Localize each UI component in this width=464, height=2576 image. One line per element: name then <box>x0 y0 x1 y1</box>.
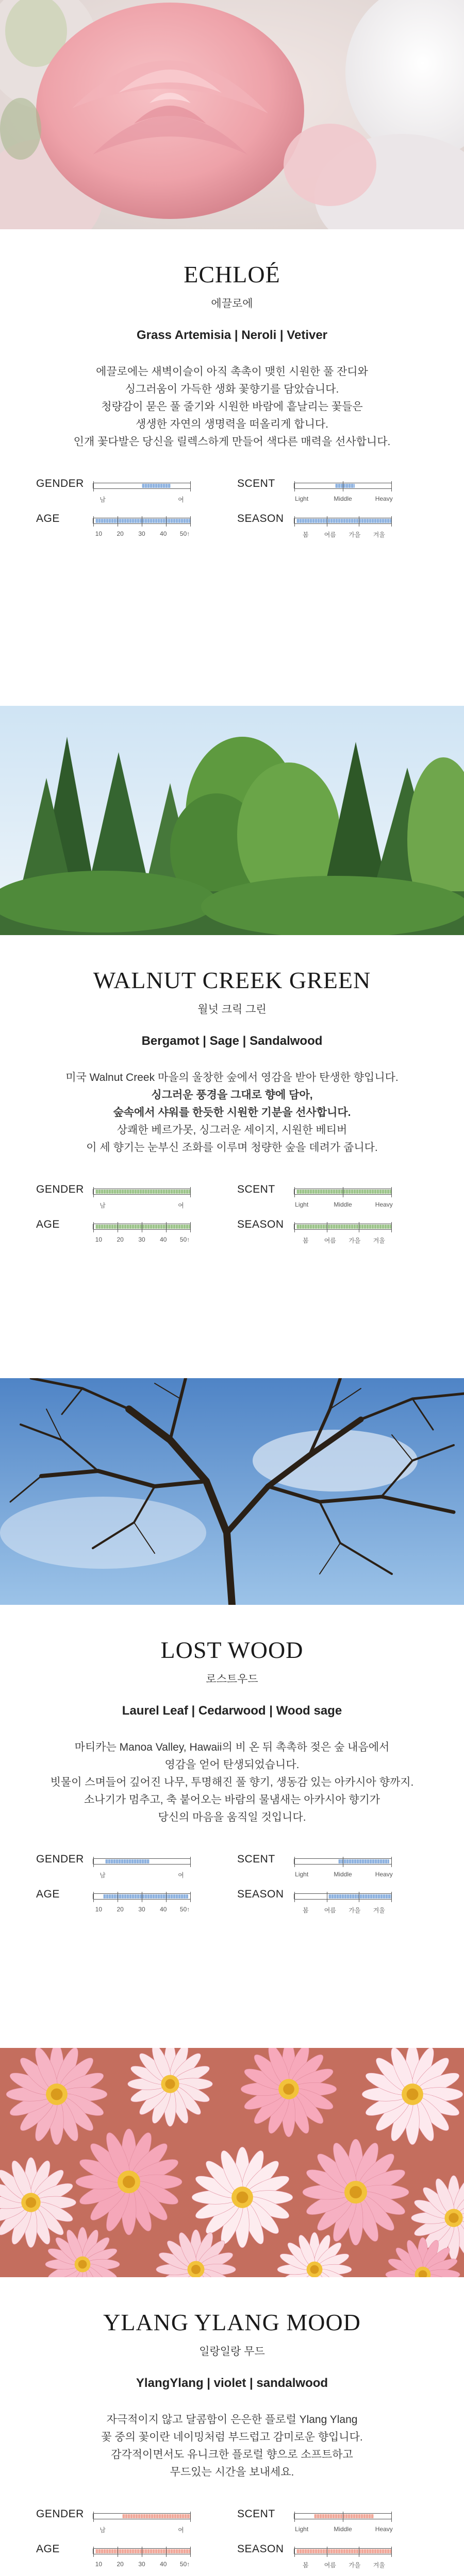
flowers-image <box>0 2048 464 2277</box>
age-fill <box>95 2549 190 2553</box>
product-title: WALNUT CREEK GREEN <box>93 967 371 993</box>
roses-image <box>0 0 464 229</box>
scent-meters <box>0 1853 464 1930</box>
age-tick-label: 10 <box>95 530 103 537</box>
age-tick-label: 50↑ <box>179 2561 190 2568</box>
age-tick-label: 40 <box>160 530 167 537</box>
age-tick-mark <box>93 516 94 527</box>
description-line: 감각적이면서도 유니크한 플로럴 향으로 소프트하고 <box>111 2449 353 2461</box>
gender-label: GENDER <box>36 478 84 489</box>
age-tick-label: 30 <box>138 1906 145 1913</box>
product-walnut-creek-green <box>0 706 464 1378</box>
product-korean-name: 로스트우드 <box>206 1673 258 1685</box>
age-label: AGE <box>36 2543 60 2555</box>
age-tick-label: 10 <box>95 2561 103 2568</box>
age-tick-label: 30 <box>138 2561 145 2568</box>
age-track <box>93 1224 191 1230</box>
scent-tick-label: Middle <box>334 2526 352 2533</box>
scent-tick-label: Heavy <box>375 2526 393 2533</box>
season-tick-mark <box>294 1892 295 1902</box>
gender-tick-mark <box>93 2512 94 2522</box>
season-tick-label: 봄 <box>303 1907 309 1914</box>
scent-tick-mark <box>391 1187 392 1197</box>
description-line: 자극적이지 않고 달콤함이 은은한 플로럴 Ylang Ylang <box>106 2414 358 2426</box>
product-korean-name: 에끌로에 <box>211 298 253 310</box>
gender-label: GENDER <box>36 1183 84 1195</box>
age-tick-mark <box>166 1892 167 1902</box>
season-label: SEASON <box>237 1888 284 1900</box>
scent-tick-label: Light <box>295 495 309 502</box>
gender-meter <box>36 478 196 509</box>
scent-meters <box>0 478 464 555</box>
scent-meters <box>0 2508 464 2576</box>
product-info <box>0 935 464 1378</box>
description-line: 미국 Walnut Creek 마을의 울창한 숲에서 영감을 받아 탄생한 향입니다. <box>65 1072 399 1083</box>
product-description <box>0 2411 464 2481</box>
age-tick-label: 50↑ <box>179 1906 190 1913</box>
description-line: 마티카는 Manoa Valley, Hawaii의 비 온 뒤 촉촉하 젖은 숲 내음에서 <box>74 1741 390 1753</box>
product-echloe <box>0 0 464 706</box>
age-tick-mark <box>93 1222 94 1232</box>
season-meter <box>237 2543 397 2574</box>
product-ylang-ylang-mood <box>0 2048 464 2576</box>
age-tick-mark <box>190 1892 191 1902</box>
age-tick-label: 40 <box>160 1906 167 1913</box>
product-photo-forest <box>0 706 464 935</box>
scent-fill <box>296 1190 391 1194</box>
product-description <box>0 1739 464 1826</box>
gender-fill <box>105 1859 150 1863</box>
product-notes: YlangYlang | violet | sandalwood <box>136 2376 328 2390</box>
season-fill <box>296 2549 391 2553</box>
season-tick-label: 겨울 <box>373 2562 385 2569</box>
age-tick-label: 20 <box>117 530 124 537</box>
product-photo-roses <box>0 0 464 229</box>
scent-tick-label: Middle <box>334 495 352 502</box>
scent-label: SCENT <box>237 2508 275 2520</box>
age-tick-mark <box>166 2547 167 2557</box>
season-tick-label: 겨울 <box>373 531 385 538</box>
age-track <box>93 1893 191 1900</box>
age-tick-label: 30 <box>138 530 145 537</box>
season-tick-label: 봄 <box>303 531 309 538</box>
product-title: LOST WOOD <box>160 1637 304 1663</box>
scent-tick-label: Middle <box>334 1871 352 1878</box>
age-tick-label: 40 <box>160 2561 167 2568</box>
product-lost-wood <box>0 1378 464 2048</box>
season-meter <box>237 1218 397 1249</box>
scent-meter <box>237 1183 397 1214</box>
age-tick-label: 10 <box>95 1236 103 1243</box>
age-meter <box>36 1218 196 1249</box>
age-track <box>93 2548 191 2554</box>
season-meter <box>237 1888 397 1919</box>
gender-tick-label: 여 <box>178 1202 184 1209</box>
description-line: 소나기가 멈추고, 축 붙어오는 바람의 물냄새는 아카시아 향기가 <box>84 1794 380 1806</box>
scent-tick-label: Middle <box>334 1201 352 1208</box>
product-info <box>0 229 464 706</box>
description-line: 인개 꽃다발은 당신을 릴렉스하게 만들어 색다른 매력을 선사합니다. <box>73 436 391 448</box>
gender-label: GENDER <box>36 2508 84 2520</box>
age-meter <box>36 1888 196 1919</box>
scent-label: SCENT <box>237 1853 275 1865</box>
age-track <box>93 518 191 524</box>
age-tick-label: 10 <box>95 1906 103 1913</box>
age-fill <box>95 519 190 523</box>
age-tick-label: 20 <box>117 1906 124 1913</box>
description-line: 영감을 얻어 탄생되었습니다. <box>164 1759 300 1771</box>
season-fill <box>328 1894 391 1899</box>
season-label: SEASON <box>237 1218 284 1230</box>
season-tick-label: 겨울 <box>373 1237 385 1244</box>
season-tick-label: 가을 <box>349 1237 361 1244</box>
product-info <box>0 1605 464 2048</box>
age-fill <box>95 1225 190 1229</box>
scent-meter <box>237 478 397 509</box>
season-tick-label: 가을 <box>349 2562 361 2569</box>
season-label: SEASON <box>237 513 284 524</box>
description-line: 싱그러움이 가득한 생화 꽃향기를 담았습니다. <box>125 383 339 395</box>
description-line: 생생한 자연의 생명력을 떠올리게 합니다. <box>135 418 329 430</box>
age-tick-label: 40 <box>160 1236 167 1243</box>
scent-label: SCENT <box>237 1183 275 1195</box>
description-line: 청량감이 묻은 풀 줄기와 시원한 바람에 흩날리는 꽃들은 <box>101 401 363 413</box>
scent-tick-mark <box>294 481 295 492</box>
scent-tick-label: Light <box>295 1871 309 1878</box>
gender-meter <box>36 1853 196 1884</box>
scent-tick-mark <box>391 1857 392 1867</box>
product-title: ECHLOÉ <box>184 261 280 287</box>
season-track <box>294 2548 392 2554</box>
gender-tick-label: 여 <box>178 496 184 503</box>
season-tick-label: 여름 <box>324 531 336 538</box>
description-line: 빗물이 스며들어 깊어진 나무, 투명해진 풀 향기, 생동감 있는 아카시아 향까지. <box>50 1776 414 1788</box>
gender-tick-mark <box>93 481 94 492</box>
season-meter <box>237 513 397 544</box>
age-tick-mark <box>190 1222 191 1232</box>
scent-meter <box>237 2508 397 2539</box>
scent-tick-label: Heavy <box>375 1871 393 1878</box>
age-tick-label: 20 <box>117 1236 124 1243</box>
product-description <box>0 1069 464 1157</box>
gender-tick-label: 남 <box>100 1202 106 1209</box>
gender-tick-label: 남 <box>100 1872 106 1879</box>
season-tick-mark <box>294 2547 295 2557</box>
gender-meter <box>36 1183 196 1214</box>
age-tick-mark <box>166 516 167 527</box>
description-line: 꽃 중의 꽃이란 네이밍처럼 부드럽고 감미로운 향입니다. <box>101 2431 363 2443</box>
description-line: 싱그러운 풍경을 그대로 향에 담아, <box>151 1089 313 1101</box>
age-label: AGE <box>36 513 60 524</box>
season-tick-mark <box>391 2547 392 2557</box>
age-tick-label: 50↑ <box>179 530 190 537</box>
age-label: AGE <box>36 1888 60 1900</box>
product-photo-branches <box>0 1378 464 1605</box>
forest-image <box>0 706 464 935</box>
product-notes: Bergamot | Sage | Sandalwood <box>141 1034 323 1048</box>
season-tick-mark <box>391 1222 392 1232</box>
product-notes: Laurel Leaf | Cedarwood | Wood sage <box>122 1704 342 1718</box>
scent-fill <box>338 1859 390 1863</box>
gender-meter <box>36 2508 196 2539</box>
scent-meter <box>237 1853 397 1884</box>
season-tick-mark <box>294 516 295 527</box>
season-fill <box>296 519 391 523</box>
season-tick-label: 여름 <box>324 2562 336 2569</box>
season-tick-mark <box>294 1222 295 1232</box>
age-meter <box>36 2543 196 2574</box>
season-tick-label: 가을 <box>349 1907 361 1914</box>
product-korean-name: 일랑일랑 무드 <box>199 2346 265 2358</box>
gender-fill <box>142 484 171 488</box>
age-tick-mark <box>166 1222 167 1232</box>
age-tick-label: 20 <box>117 2561 124 2568</box>
gender-tick-label: 남 <box>100 2527 106 2534</box>
season-track <box>294 1893 392 1900</box>
scent-fill <box>335 484 355 488</box>
season-tick-label: 봄 <box>303 1237 309 1244</box>
scent-tick-label: Light <box>295 1201 309 1208</box>
description-line: 상쾌한 베르가못, 싱그러운 세이지, 시원한 베티버 <box>117 1124 347 1136</box>
product-photo-flowers <box>0 2048 464 2277</box>
gender-track <box>93 1189 191 1195</box>
scent-track <box>294 1189 392 1195</box>
scent-label: SCENT <box>237 478 275 489</box>
scent-tick-mark <box>294 1857 295 1867</box>
age-tick-label: 30 <box>138 1236 145 1243</box>
gender-track <box>93 2513 191 2519</box>
season-tick-label: 여름 <box>324 1237 336 1244</box>
season-tick-mark <box>391 516 392 527</box>
product-info <box>0 2277 464 2576</box>
description-line: 에끌로에는 새벽이슬이 아직 촉촉이 맺힌 시원한 풀 잔디와 <box>96 366 368 378</box>
gender-tick-mark <box>93 1187 94 1197</box>
product-notes: Grass Artemisia | Neroli | Vetiver <box>136 328 328 342</box>
description-line: 이 세 향기는 눈부신 조화를 이루며 청량한 숲을 데려가 줍니다. <box>86 1142 378 1154</box>
scent-fill <box>314 2514 374 2518</box>
branches-image <box>0 1378 464 1605</box>
product-title: YLANG YLANG MOOD <box>103 2309 361 2335</box>
gender-label: GENDER <box>36 1853 84 1865</box>
gender-track <box>93 1858 191 1865</box>
gender-tick-label: 여 <box>178 1872 184 1879</box>
scent-tick-label: Heavy <box>375 495 393 502</box>
season-track <box>294 518 392 524</box>
scent-track <box>294 483 392 489</box>
gender-fill <box>122 2514 190 2518</box>
description-line: 숲속에서 샤워를 한듯한 시원한 기분을 선사합니다. <box>113 1107 351 1118</box>
gender-tick-mark <box>190 2512 191 2522</box>
scent-tick-mark <box>294 2512 295 2522</box>
season-track <box>294 1224 392 1230</box>
scent-meters <box>0 1183 464 1261</box>
gender-tick-mark <box>93 1857 94 1867</box>
age-meter <box>36 513 196 544</box>
gender-tick-mark <box>190 1857 191 1867</box>
season-tick-mark <box>391 1892 392 1902</box>
gender-tick-label: 남 <box>100 496 106 503</box>
season-tick-label: 여름 <box>324 1907 336 1914</box>
scent-tick-mark <box>294 1187 295 1197</box>
age-tick-label: 50↑ <box>179 1236 190 1243</box>
age-label: AGE <box>36 1218 60 1230</box>
gender-tick-mark <box>190 481 191 492</box>
season-tick-label: 겨울 <box>373 1907 385 1914</box>
age-fill <box>103 1894 188 1899</box>
scent-track <box>294 1858 392 1865</box>
season-tick-label: 가을 <box>349 531 361 538</box>
scent-tick-mark <box>391 481 392 492</box>
season-label: SEASON <box>237 2543 284 2555</box>
scent-tick-mark <box>391 2512 392 2522</box>
gender-tick-label: 여 <box>178 2527 184 2534</box>
description-line: 무드있는 시간을 보내세요. <box>170 2466 294 2478</box>
scent-tick-label: Heavy <box>375 1201 393 1208</box>
season-tick-label: 봄 <box>303 2562 309 2569</box>
age-tick-mark <box>190 516 191 527</box>
product-korean-name: 월넛 크릭 그린 <box>197 1004 267 1015</box>
age-tick-mark <box>93 1892 94 1902</box>
scent-tick-label: Light <box>295 2526 309 2533</box>
age-tick-mark <box>93 2547 94 2557</box>
age-tick-mark <box>190 2547 191 2557</box>
scent-track <box>294 2513 392 2519</box>
gender-tick-mark <box>190 1187 191 1197</box>
season-fill <box>296 1225 391 1229</box>
description-line: 당신의 마음을 움직일 것입니다. <box>158 1811 306 1823</box>
gender-fill <box>95 1190 190 1194</box>
product-description <box>0 363 464 451</box>
gender-track <box>93 483 191 489</box>
